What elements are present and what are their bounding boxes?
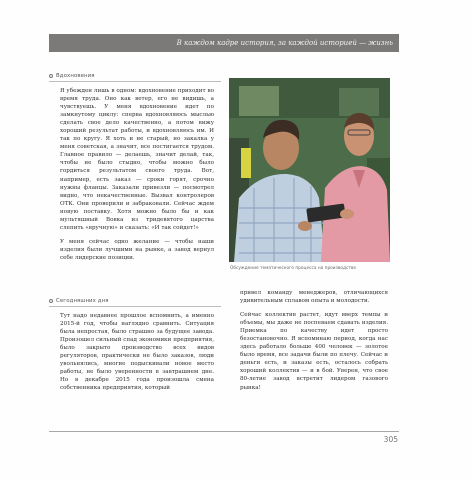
section-heading-label: Сегодняшних дня xyxy=(56,298,109,304)
paragraph: привел команду менеджеров, отличающихся удивительным сплавом опыта и молодости. xyxy=(240,290,388,305)
bullet-icon xyxy=(49,299,53,303)
today-text-column-1 xyxy=(60,312,214,398)
section-heading-inspiration xyxy=(49,73,95,79)
photo-caption: Обсуждение тематического процесса на производстве xyxy=(230,266,357,271)
section-rule xyxy=(49,306,221,307)
paragraph: Тут надо недавнее прошлое вспомнить, а именно 2015-й год, чтобы наглядно сравнить. Ситуация была непростая, было страшно за будущее завода. Произошел сильный спад экономики предприятия, было закрыто производство всех видов регуляторов, практически не было заказов, люди увольнялись, многие подыскивали новое место работы, не было уверенности в завтрашнем дне. Но в декабре 2015 года произошла смена собственника предприятия, который xyxy=(60,313,214,392)
bullet-icon xyxy=(49,74,53,78)
running-title: В каждом кадре история, за каждой историей — жизнь xyxy=(49,34,399,52)
factory-photo xyxy=(229,78,390,262)
inspiration-text xyxy=(60,87,214,268)
section-heading-today xyxy=(49,298,109,304)
paragraph: Я убежден лишь в одном: вдохновение приходит во время труда. Оно как ветер, его не видишь, а чувствуешь. У меня вдохновение идет по замкнутому циклу: сперва вдохновляюсь мыслью сделать свое дело качественно, а потом вижу хороший результат работы, и вдохновляюсь им. И так по кругу. Я хоть и не старый, но закалка у меня советская, а значит, все постигается трудом. Главное правило — делаешь, значит делай, так, чтобы не было стыдно, чтобы можно было гордиться результатом своего труда. Вот, например, есть заказ — сроки горят, срочно нужны фланцы. Заказали привезли — посмотрел видно, что некачественные. Вызвал контролеров ОТК. Они проверили и забраковали. Сейчас ждем новую поставку. Хотя можно было бы и как мультяшный Вовка из тридевятого царства слепить «вручную» и сказать: «И так сойдет!» xyxy=(60,88,214,231)
today-text-column-2 xyxy=(240,289,388,398)
section-rule xyxy=(49,81,221,82)
paragraph: У меня сейчас одно желание — чтобы наши изделия были лучшими на рынке, а завод вернул себе лидерские позиции. xyxy=(60,238,214,261)
section-heading-label: Вдохновения xyxy=(56,73,95,79)
footer-rule xyxy=(49,431,399,432)
two-men-at-tablet-illustration xyxy=(229,78,390,262)
paragraph: Сейчас коллектив растет, идут вверх темпы и объемы, мы даже не поспеваем сдавать изделия. Приемка по качеству идет просто безостановочно. Я вспоминаю период, когда нас здесь работало больше 400 человек — золотое было время, все задачи были по плечу. Сейчас и деньги есть, и заказы есть, осталось собрать хороший коллектив — и в бой. Уверен, что свое 80-летие завод встретит лидером газового рынка! xyxy=(240,312,388,391)
page-number: 305 xyxy=(383,435,398,444)
